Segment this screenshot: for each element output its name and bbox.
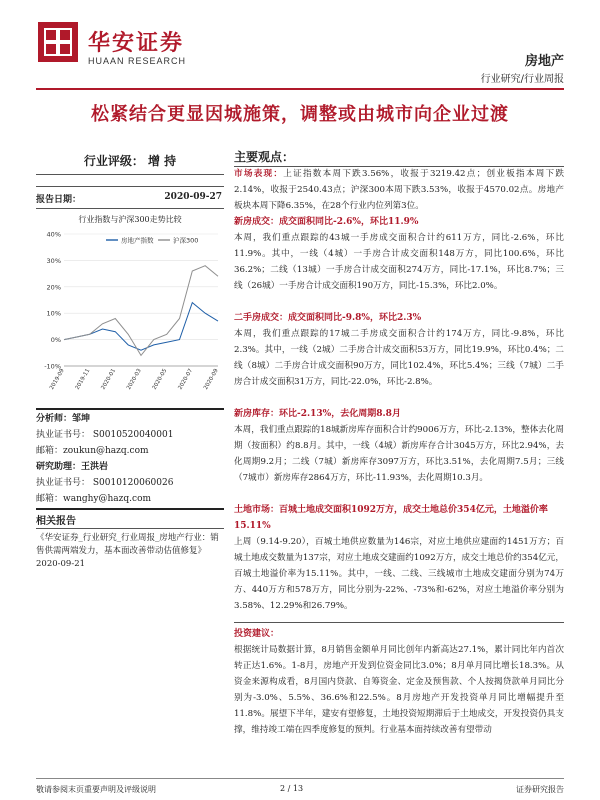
- divider: [36, 186, 224, 187]
- series-line-2: [64, 266, 218, 356]
- analyst-name: 分析师：邹坤: [36, 414, 91, 424]
- land-market-heading: 土地市场：百城土地成交面积1092万方，成交土地总价354亿元，土地溢价率15.11%: [234, 505, 548, 531]
- y-tick-label: 10%: [46, 309, 61, 318]
- disclaimer-note: 敬请参阅末页重要声明及评级说明: [36, 785, 156, 794]
- brand-name-en: HUAAN RESEARCH: [88, 56, 187, 66]
- page-number: 2 / 13: [280, 784, 304, 793]
- investment-advice-heading: 投资建议：: [234, 629, 280, 639]
- y-tick-label: 20%: [46, 283, 61, 292]
- legend-label: 沪深300: [173, 236, 199, 245]
- second-hand-paragraph: 本周，我们重点跟踪的17城二手房成交面积合计约174万方，同比-9.8%，环比2.3%。其中，一线（2城）二手房合计成交面积53万方，同比19.9%，环比0.4%；二线（8城）二手房合计成交面积90万方，同比102.4%，环比5.4%；三线（7城）二手房合计成交面积31万方，同比-22.0%，环比-2.8%。: [234, 329, 564, 387]
- assistant-email: 邮箱：wanghy@hazq.com: [36, 494, 152, 504]
- x-tick-label: 2019-09: [49, 368, 66, 391]
- report-type: 行业研究/行业周报: [480, 74, 564, 85]
- inventory-paragraph: 本周，我们重点跟踪的18城新房库存面积合计约9006万方，环比-2.13%，整体去化周期（按面积）约8.8月。其中，一线（4城）新房库存合计3045万方，环比2.94%，去化周期9.2月；二线（7城）新房库存3097万方，环比3.51%，去化周期7.5月；三线（7城市）新房库存2864万方，环比-11.93%，去化周期10.3月。: [234, 425, 564, 483]
- legend-label: 房地产指数: [121, 236, 154, 245]
- header-divider: [36, 88, 564, 90]
- report-date-label: 报告日期：: [36, 195, 82, 205]
- x-tick-label: 2020-09: [203, 368, 220, 391]
- x-tick-label: 2020-05: [151, 368, 169, 391]
- divider: [36, 174, 224, 175]
- index-comparison-chart: [36, 226, 224, 396]
- market-text: 上证指数本周下跌3.56%，收报于3219.42点；创业板指本周下跌2.14%，收报于2540.43点；沪深300本周下跌3.53%，收报于4570.02点。房地产板块本周下降6.35%，在28个行业内位列第3位。: [234, 169, 564, 211]
- x-tick-label: 2020-01: [100, 368, 118, 391]
- x-tick-label: 2019-11: [74, 368, 92, 391]
- industry-rating: 行业评级： 增 持: [83, 154, 177, 168]
- y-tick-label: 0%: [50, 336, 61, 345]
- x-tick-label: 2020-07: [177, 368, 195, 391]
- sector-label: 房地产: [524, 54, 564, 69]
- market-lead: 市场表现：: [234, 169, 284, 179]
- series-line-1: [64, 303, 218, 351]
- y-tick-label: -10%: [44, 362, 61, 371]
- assistant-name: 研究助理：王洪岩: [36, 462, 109, 472]
- divider: [36, 528, 224, 529]
- footer-label: 证券研究报告: [516, 785, 564, 794]
- brand-name-cn: 华安证券: [88, 30, 185, 56]
- report-date-value: 2020-09-27: [164, 192, 222, 202]
- report-header: [0, 0, 600, 92]
- land-market-paragraph: 上周（9.14-9.20），百城土地供应数量为146宗，对应土地供应建面约1451万方；百城土地成交数量为137宗，对应土地成交建面约1092万方，成交土地总价约354亿元，百城土地溢价率为15.11%。其中，一线、二线、三线城市土地成交建面分别为74万方、440万方和578万方，同比分别为-22%、-73%和-62%，对应土地溢价率分别为3.58%、12.29%和26.79%。: [234, 537, 564, 611]
- report-title: 松紧结合更显因城施策，调整或由城市向企业过渡: [91, 104, 509, 125]
- footer-divider: [36, 778, 564, 779]
- huaan-logo-icon: [38, 22, 78, 62]
- investment-advice-paragraph: 根据统计局数据计算，8月销售金额单月同比创年内新高达27.1%，累计同比年内首次转正达1.6%。1-8月，房地产开发到位资金同比3.0%；8月单月同比增长18.3%。从资金来源构成看，8月国内贷款、自筹资金、定金及预售款、个人按揭贷款单月同比分别为-3.0%、5.5%、36.6%和22.5%。8月房地产开发投资单月同比增幅提升至11.8%。展望下半年，建安有望修复，土地投资短期滞后于土地成交，开发投资仍具支撑，维持竣工端在四季度修复的预判。行业基本面持续改善有望带动: [234, 645, 564, 735]
- assistant-cert: 执业证书号： S0010120060026: [36, 478, 174, 488]
- related-report-link[interactable]: 《华安证券_行业研究_行业周报_房地产行业：销售供需两端发力，基本面改善带动估值修复》2020-09-21: [36, 533, 219, 569]
- inventory-heading: 新房库存：环比-2.13%，去化周期8.8月: [234, 409, 401, 419]
- divider: [36, 208, 224, 209]
- main-points-heading: 主要观点：: [234, 150, 295, 164]
- divider: [234, 622, 564, 623]
- analyst-email: 邮箱：zoukun@hazq.com: [36, 446, 149, 456]
- analyst-cert: 执业证书号： S0010520040001: [36, 430, 174, 440]
- related-reports-heading: 相关报告: [36, 516, 76, 527]
- divider: [36, 508, 224, 510]
- new-home-heading: 新房成交：成交面积同比-2.6%，环比11.9%: [234, 217, 419, 227]
- x-tick-label: 2020-03: [126, 368, 143, 391]
- market-performance-paragraph: [234, 166, 564, 214]
- second-hand-heading: 二手房成交：成交面积同比-9.8%，环比2.3%: [234, 313, 422, 323]
- new-home-paragraph: 本周，我们重点跟踪的43城一手房成交面积合计约611万方，同比-2.6%，环比11.9%。其中，一线（4城）一手房合计成交面积148万方，同比100.6%，环比36.2%；二线（13城）一手房合计成交面积274万方，同比-17.1%，环比8.7%；三线（26城）一手房合计成交面积190万方，同比-15.3%，环比2.0%。: [234, 233, 564, 291]
- divider: [36, 408, 224, 410]
- y-tick-label: 40%: [46, 230, 61, 239]
- chart-title: 行业指数与沪深300走势比较: [78, 215, 182, 224]
- y-tick-label: 30%: [46, 256, 61, 265]
